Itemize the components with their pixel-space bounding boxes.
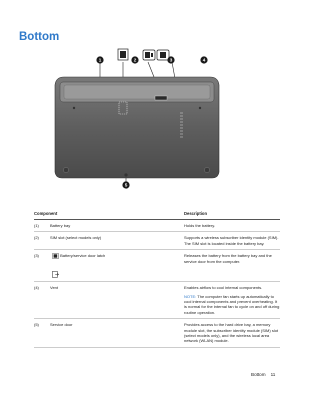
- row-component: [50, 253, 184, 278]
- callout-3: [167, 56, 174, 63]
- row-description: Holds the battery.: [184, 223, 216, 228]
- battery-unlock-icon: [157, 50, 169, 60]
- table-row: [34, 319, 280, 348]
- svg-text:5: 5: [124, 182, 128, 188]
- row-component: Service door: [50, 322, 73, 328]
- note-label: NOTE:: [184, 293, 197, 299]
- page-footer: [251, 372, 275, 377]
- page-title: Bottom: [19, 31, 60, 43]
- laptop-body: [55, 77, 219, 178]
- table-row: [34, 220, 280, 232]
- table-row: [34, 250, 280, 282]
- row-component: Battery bay: [50, 223, 71, 228]
- callout-4: [200, 56, 207, 63]
- table-row: [34, 232, 280, 250]
- row-component: SIM slot (select models only): [50, 235, 102, 241]
- row-description: Supports a wireless subscriber identity module (SIM). The SIM slot is located inside the battery bay.: [184, 235, 279, 246]
- row-number: (4): [34, 285, 39, 291]
- row-description: Provides access to the hard drive bay, a memory module slot, the subscriber identity module (SIM) slot (select models only), and the wireless local area network (WLAN) module.: [184, 322, 279, 344]
- battery-latch: [155, 96, 167, 100]
- svg-text:3: 3: [169, 57, 173, 63]
- header-description: Description: [184, 211, 208, 216]
- row-note: [184, 294, 280, 316]
- table-row: [34, 282, 280, 319]
- callout-5: [122, 181, 129, 188]
- row-description: [184, 285, 280, 315]
- row-number: (5): [34, 322, 39, 328]
- callout-2: [131, 56, 138, 63]
- row-number: (2): [34, 235, 39, 241]
- sim-card-icon: [118, 49, 128, 60]
- header-component: Component: [34, 211, 58, 216]
- row-description-text: Enables airflow to cool internal components.: [184, 285, 263, 291]
- page-number: 11: [270, 372, 276, 377]
- battery-eject-icon: [143, 50, 155, 60]
- callout-1: [96, 56, 103, 63]
- row-description: Releases the battery from the battery bay and the service door from the computer.: [184, 253, 272, 264]
- row-number: (1): [34, 223, 39, 228]
- row-number: (3): [34, 253, 39, 259]
- svg-text:4: 4: [202, 57, 206, 63]
- note-text: The computer fan starts up automatically to cool internal components and prevent overheating. It is normal for the internal fan to cycle on and off during routine operation.: [184, 293, 280, 315]
- laptop-bottom-figure: [0, 0, 300, 200]
- footer-section: Bottom: [251, 372, 266, 377]
- svg-text:2: 2: [133, 57, 137, 63]
- components-table: [34, 209, 280, 348]
- svg-text:1: 1: [98, 57, 102, 63]
- battery-lock-icon: [52, 271, 59, 278]
- row-component-label: Battery/service door latch: [60, 253, 106, 259]
- row-component: Vent: [50, 285, 59, 291]
- battery-unlock-icon: [52, 253, 59, 259]
- table-header: [34, 209, 280, 220]
